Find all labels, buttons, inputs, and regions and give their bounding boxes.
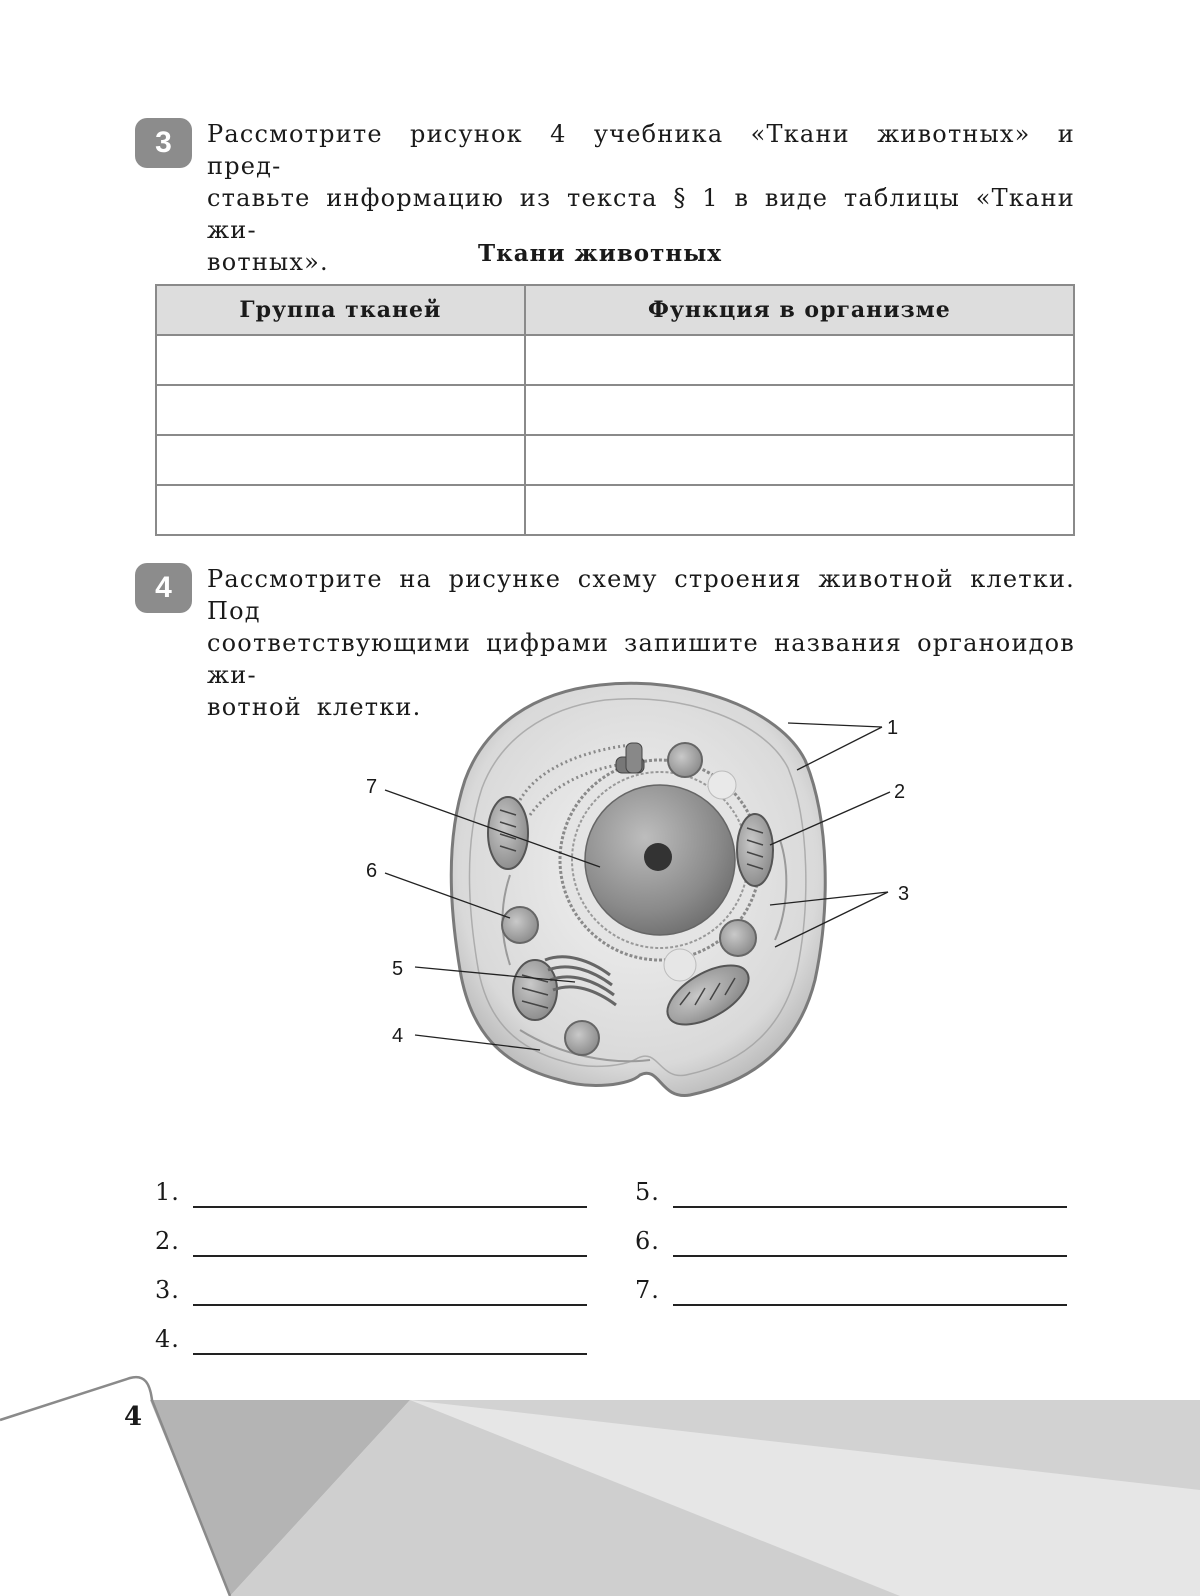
table-header-function: Функция в организме	[525, 285, 1074, 335]
answer-number: 3.	[155, 1276, 180, 1304]
table-cell-input[interactable]	[525, 485, 1074, 535]
table-cell-input[interactable]	[156, 435, 525, 485]
task-number-badge: 4	[135, 563, 192, 613]
callout-2: 2	[894, 781, 906, 803]
answer-input-line[interactable]	[673, 1255, 1067, 1257]
callout-4: 4	[392, 1025, 404, 1047]
callout-6: 6	[366, 860, 378, 882]
task-4-line: вотной клетки.	[207, 693, 422, 721]
answer-input-line[interactable]	[193, 1304, 587, 1306]
page-footer-decoration	[0, 1370, 1200, 1596]
answer-input-line[interactable]	[193, 1206, 587, 1208]
answer-input-line[interactable]	[193, 1353, 587, 1355]
lysosome	[720, 920, 756, 956]
mitochondrion	[737, 814, 773, 886]
answer-row	[155, 1325, 587, 1359]
task-number-badge: 3	[135, 118, 192, 168]
lysosome	[565, 1021, 599, 1055]
table-header-tissue-group: Группа тканей	[156, 285, 525, 335]
answer-row	[635, 1276, 1067, 1310]
answer-number: 6.	[635, 1227, 660, 1255]
answer-row	[635, 1227, 1067, 1261]
table-row	[156, 335, 1074, 385]
answer-number: 4.	[155, 1325, 180, 1353]
answer-row	[155, 1276, 587, 1310]
answer-row	[155, 1227, 587, 1261]
table-row	[156, 435, 1074, 485]
table-cell-input[interactable]	[525, 335, 1074, 385]
task-3-line: ставьте информацию из текста § 1 в виде таблицы «Ткани жи-	[207, 184, 1075, 244]
answer-row	[635, 1178, 1067, 1212]
answer-input-line[interactable]	[673, 1304, 1067, 1306]
lysosome	[502, 907, 538, 943]
page-number: 4	[124, 1402, 143, 1432]
mitochondrion	[488, 797, 528, 869]
table-title: Ткани животных	[478, 240, 722, 267]
vacuole	[708, 771, 736, 799]
task-4-line: Рассмотрите на рисунке схему строения животной клетки. Под	[207, 565, 1075, 625]
lysosome	[668, 743, 702, 777]
callout-1: 1	[887, 717, 899, 739]
answer-input-line[interactable]	[673, 1206, 1067, 1208]
table-cell-input[interactable]	[525, 435, 1074, 485]
task-4-line: соответствующими цифрами запишите названия органоидов жи-	[207, 629, 1075, 689]
table-row	[156, 385, 1074, 435]
task-3-line: вотных».	[207, 248, 329, 276]
table-cell-input[interactable]	[156, 485, 525, 535]
tissues-table	[155, 284, 1075, 536]
table-row	[156, 485, 1074, 535]
answer-number: 1.	[155, 1178, 180, 1206]
callout-7: 7	[366, 776, 378, 798]
table-cell-input[interactable]	[525, 385, 1074, 435]
answer-number: 2.	[155, 1227, 180, 1255]
callout-5: 5	[392, 958, 404, 980]
table-cell-input[interactable]	[156, 385, 525, 435]
task-3-line: Рассмотрите рисунок 4 учебника «Ткани животных» и пред-	[207, 120, 1075, 180]
table-cell-input[interactable]	[156, 335, 525, 385]
answer-number: 7.	[635, 1276, 660, 1304]
answer-row	[155, 1178, 587, 1212]
callout-3: 3	[898, 883, 910, 905]
animal-cell-diagram	[360, 670, 940, 1140]
answer-number: 5.	[635, 1178, 660, 1206]
nucleolus	[644, 843, 672, 871]
answer-input-line[interactable]	[193, 1255, 587, 1257]
vacuole	[664, 949, 696, 981]
